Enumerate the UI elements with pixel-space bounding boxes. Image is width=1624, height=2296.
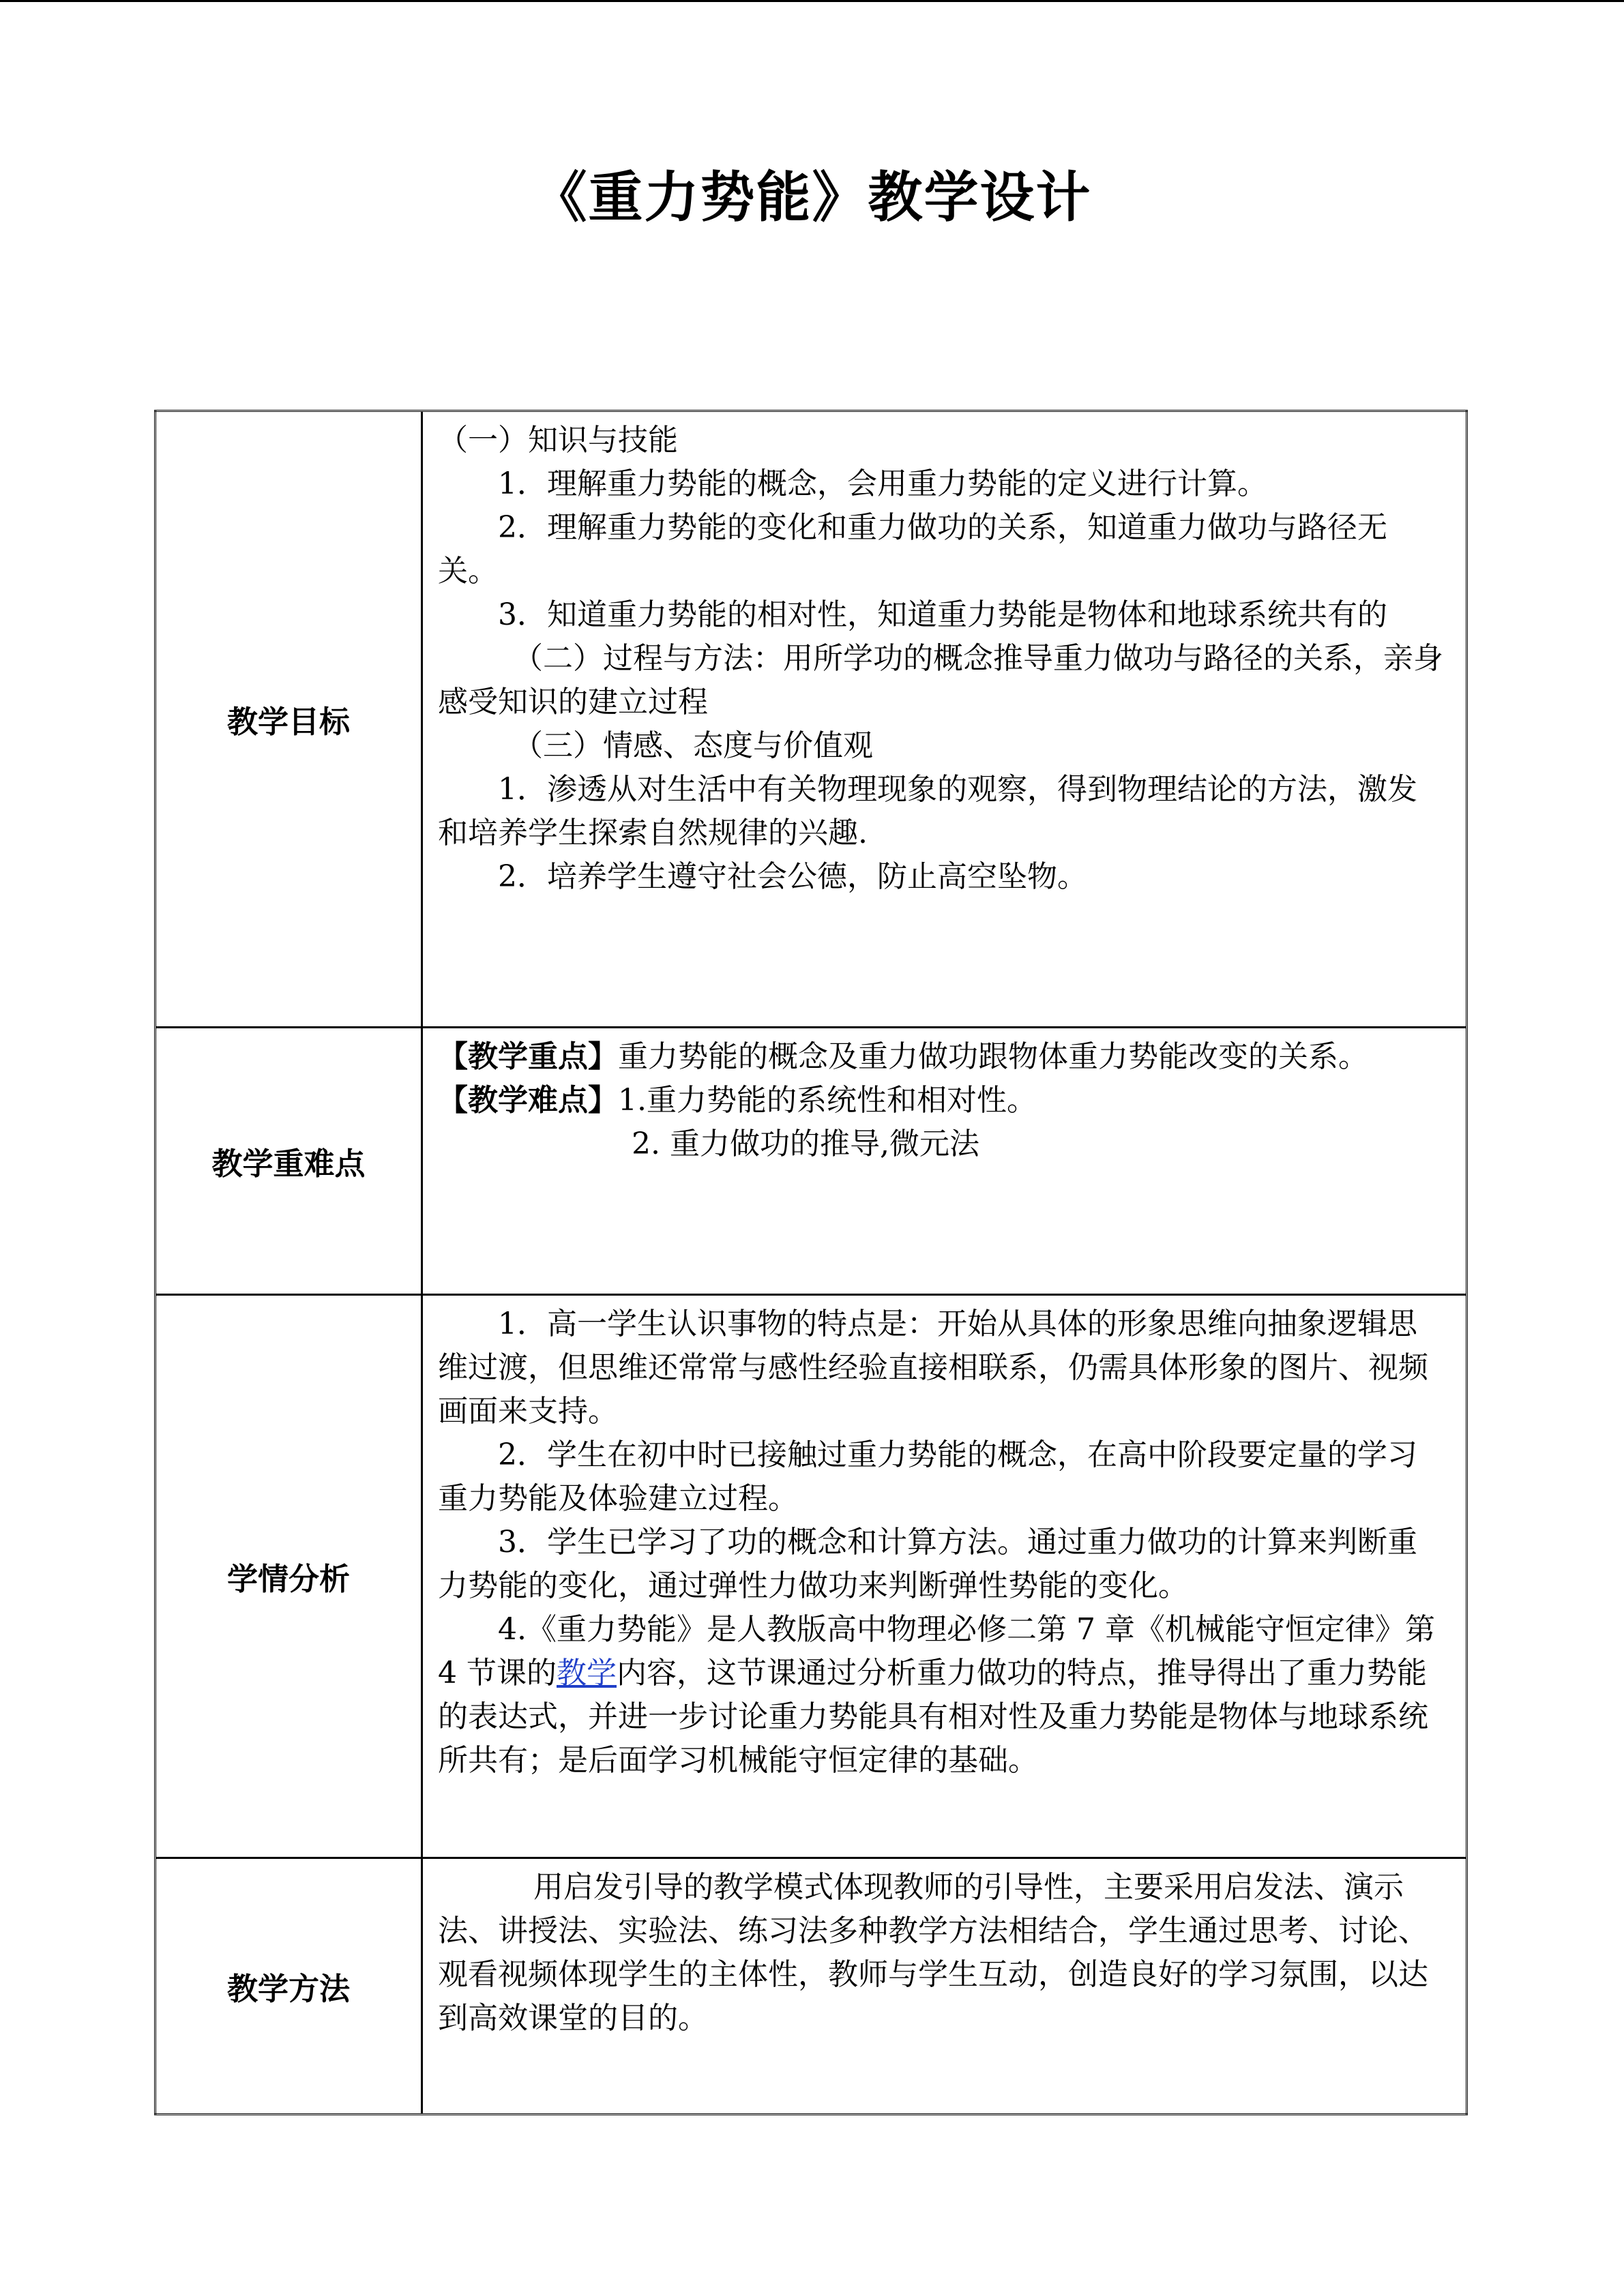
analysis-line-4-after: 内容，这节课通过分析重力做功的特点，推导得出了重力势能的表达式，并进一步讨论重力势能具有相对性及重力势能是物体与地球系统所共有；是后面学习机械能守恒定律的基础。 bbox=[438, 1656, 1428, 1778]
key-point-difficulty bbox=[438, 1079, 1445, 1122]
lesson-plan-table bbox=[154, 410, 1468, 2115]
focus-text: 重力势能的概念及重力做功跟物体重力势能改变的关系。 bbox=[618, 1039, 1368, 1074]
methods-text: 用启发引导的教学模式体现教师的引导性，主要采用启发法、演示法、讲授法、实验法、练习法多种教学方法相结合，学生通过思考、讨论、观看视频体现学生的主体性，教师与学生互动，创造良好的学习氛围，以达到高效课堂的目的。 bbox=[438, 1870, 1428, 2036]
difficulty-item-2: 2. 重力做功的推导,微元法 bbox=[632, 1127, 979, 1161]
focus-tag: 【教学重点】 bbox=[438, 1039, 618, 1074]
objectives-line: 2．理解重力势能的变化和重力做功的关系，知道重力做功与路径无关。 bbox=[438, 510, 1387, 588]
analysis-line-4-before: 4.《重力势能》是人教版高中物理必修二第 7 章《机械能守恒定律》第 4 节课的 bbox=[438, 1612, 1435, 1690]
table-row-methods bbox=[156, 1858, 1467, 2115]
table-row-key-points bbox=[156, 1028, 1467, 1295]
document-title: 《重力势能》教学设计 bbox=[532, 166, 1092, 229]
content-objectives bbox=[422, 411, 1467, 1028]
objectives-line: 1．渗透从对生活中有关物理现象的观察，得到物理结论的方法，激发和培养学生探索自然规律的兴趣. bbox=[438, 772, 1417, 850]
analysis-line-4 bbox=[438, 1608, 1445, 1783]
objectives-line: （三）情感、态度与价值观 bbox=[513, 728, 873, 763]
teaching-link[interactable]: 教学 bbox=[556, 1656, 617, 1690]
objectives-line: 3．知道重力势能的相对性，知道重力势能是物体和地球系统共有的 bbox=[498, 597, 1387, 632]
label-analysis: 学情分析 bbox=[156, 1295, 422, 1858]
table-row-analysis bbox=[156, 1295, 1467, 1858]
content-analysis bbox=[422, 1295, 1467, 1858]
label-methods: 教学方法 bbox=[156, 1858, 422, 2115]
key-point-focus bbox=[438, 1035, 1445, 1079]
label-key-points: 教学重难点 bbox=[156, 1028, 422, 1295]
difficulty-tag: 【教学难点】 bbox=[438, 1083, 618, 1118]
analysis-line: 3．学生已学习了功的概念和计算方法。通过重力做功的计算来判断重力势能的变化，通过弹性力做功来判断弹性势能的变化。 bbox=[438, 1525, 1417, 1603]
objectives-line: （二）过程与方法：用所学功的概念推导重力做功与路径的关系，亲身感受知识的建立过程 bbox=[438, 641, 1443, 719]
objectives-line: 1．理解重力势能的概念，会用重力势能的定义进行计算。 bbox=[498, 466, 1267, 501]
objectives-line: （一）知识与技能 bbox=[438, 423, 678, 458]
page-top-rule bbox=[0, 0, 1624, 2]
content-key-points bbox=[422, 1028, 1467, 1295]
label-objectives: 教学目标 bbox=[156, 411, 422, 1028]
table-row-objectives bbox=[156, 411, 1467, 1028]
difficulty-item-1: 1.重力势能的系统性和相对性。 bbox=[618, 1083, 1037, 1118]
analysis-line: 1．高一学生认识事物的特点是：开始从具体的形象思维向抽象逻辑思维过渡，但思维还常常与感性经验直接相联系，仍需具体形象的图片、视频画面来支持。 bbox=[438, 1307, 1428, 1429]
analysis-line: 2．学生在初中时已接触过重力势能的概念，在高中阶段要定量的学习重力势能及体验建立过程。 bbox=[438, 1437, 1417, 1516]
content-methods bbox=[422, 1858, 1467, 2115]
objectives-line: 2．培养学生遵守社会公德，防止高空坠物。 bbox=[498, 859, 1087, 894]
